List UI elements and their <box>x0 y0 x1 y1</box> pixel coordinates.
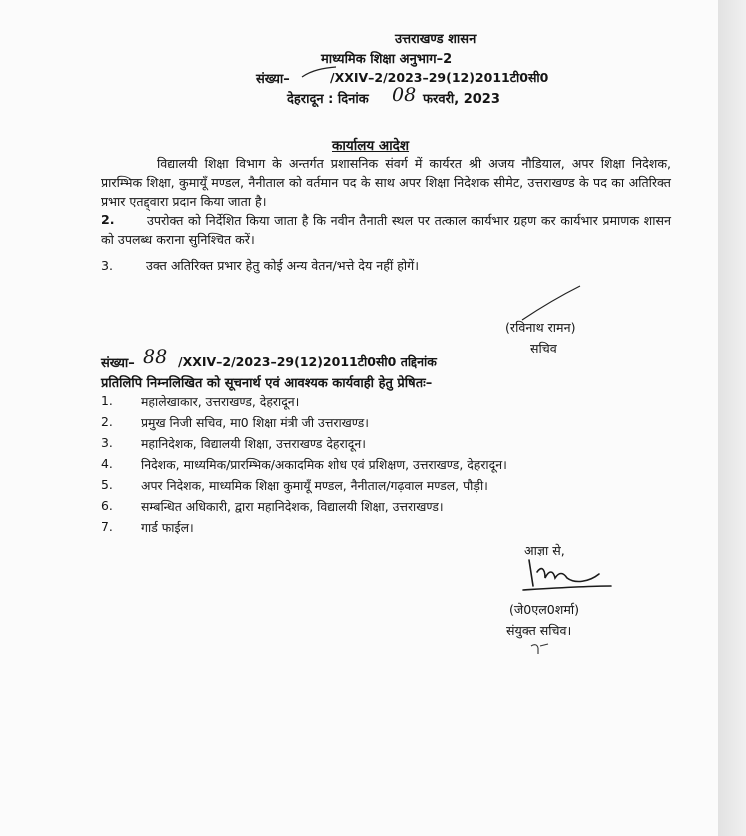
list-item: प्रमुख निजी सचिव, मा0 शिक्षा मंत्री जी उत्तराखण्ड। <box>141 415 370 430</box>
copy-reference-number-handwritten: 88 <box>143 346 168 368</box>
list-item-number: 7. <box>101 519 113 534</box>
list-item-number: 5. <box>101 477 113 492</box>
initial-mark <box>528 640 552 656</box>
paragraph-3: उक्त अतिरिक्त प्रभार हेतु कोई अन्य वेतन/भत्ते देय नहीं होगें। <box>146 258 420 273</box>
government-name: उत्तराखण्ड शासन <box>395 32 477 47</box>
paragraph-2-number: 2. <box>101 212 115 227</box>
list-item-number: 6. <box>101 498 113 513</box>
by-order-text: आज्ञा से, <box>524 543 565 558</box>
reference-label: संख्या– <box>256 72 290 87</box>
date-prefix: देहरादून : दिनांक <box>287 92 369 107</box>
list-item-number: 1. <box>101 393 113 408</box>
paragraph-1: विद्यालयी शिक्षा विभाग के अन्तर्गत प्रशासनिक संवर्ग में कार्यरत श्री अजय नौडियाल, अपर शिक्षा निदेशक, प्रारम्भिक शिक्षा, कुमायूँ मण्डल, नैनीताल को वर्तमान पद के साथ अपर शिक्षा निदेशक सीमेट, उत्तराखण्ड के पद का अतिरिक्त प्रभार एतद्द्वारा प्रदान किया जाता है। <box>101 156 671 209</box>
secretary-designation: सचिव <box>530 341 557 356</box>
signature-joint-secretary <box>515 556 615 596</box>
page-edge-shadow <box>718 0 746 836</box>
copy-reference-label: संख्या– <box>101 356 135 371</box>
signature-secretary <box>520 284 590 324</box>
copy-reference-rest: /XXIV–2/2023–29(12)2011टी0सी0 तद्दिनांक <box>178 354 437 369</box>
list-item: निदेशक, माध्यमिक/प्रारम्भिक/अकादमिक शोध एवं प्रशिक्षण, उत्तराखण्ड, देहरादून। <box>141 457 507 472</box>
list-item: महानिदेशक, विद्यालयी शिक्षा, उत्तराखण्ड देहरादून। <box>141 436 366 451</box>
secretary-name: (रविनाथ रामन) <box>505 320 576 335</box>
paragraph-3-number: 3. <box>101 258 114 273</box>
list-item-number: 4. <box>101 456 113 471</box>
list-item-number: 3. <box>101 435 113 450</box>
list-item: गार्ड फाईल। <box>141 520 194 535</box>
order-title: कार्यालय आदेश <box>332 138 410 154</box>
list-item-number: 2. <box>101 414 113 429</box>
joint-secretary-designation: संयुक्त सचिव। <box>506 623 572 638</box>
list-item: महालेखाकार, उत्तराखण्ड, देहरादून। <box>141 394 300 409</box>
department-name: माध्यमिक शिक्षा अनुभाग–2 <box>321 52 453 67</box>
paragraph-2: उपरोक्त को निर्देशित किया जाता है कि नवीन तैनाती स्थल पर तत्काल कार्यभार ग्रहण कर कार्यभार प्रमाणक शासन को उपलब्ध कराना सुनिश्चित करें। <box>101 213 671 247</box>
list-item: अपर निदेशक, माध्यमिक शिक्षा कुमायूँ मण्डल, नैनीताल/गढ़वाल मण्डल, पौड़ी। <box>141 478 488 493</box>
date-month-year: फरवरी, 2023 <box>423 92 500 107</box>
list-item: सम्बन्धित अधिकारी, द्वारा महानिदेशक, विद्यालयी शिक्षा, उत्तराखण्ड। <box>141 499 444 514</box>
reference-number: /XXIV–2/2023–29(12)2011टी0सी0 <box>330 70 549 85</box>
joint-secretary-name: (जे0एल0शर्मा) <box>509 602 580 617</box>
date-day-handwritten: 08 <box>392 84 417 106</box>
copy-intro: प्रतिलिपि निम्नलिखित को सूचनार्थ एवं आवश्यक कार्यवाही हेतु प्रेषितः– <box>101 376 433 391</box>
